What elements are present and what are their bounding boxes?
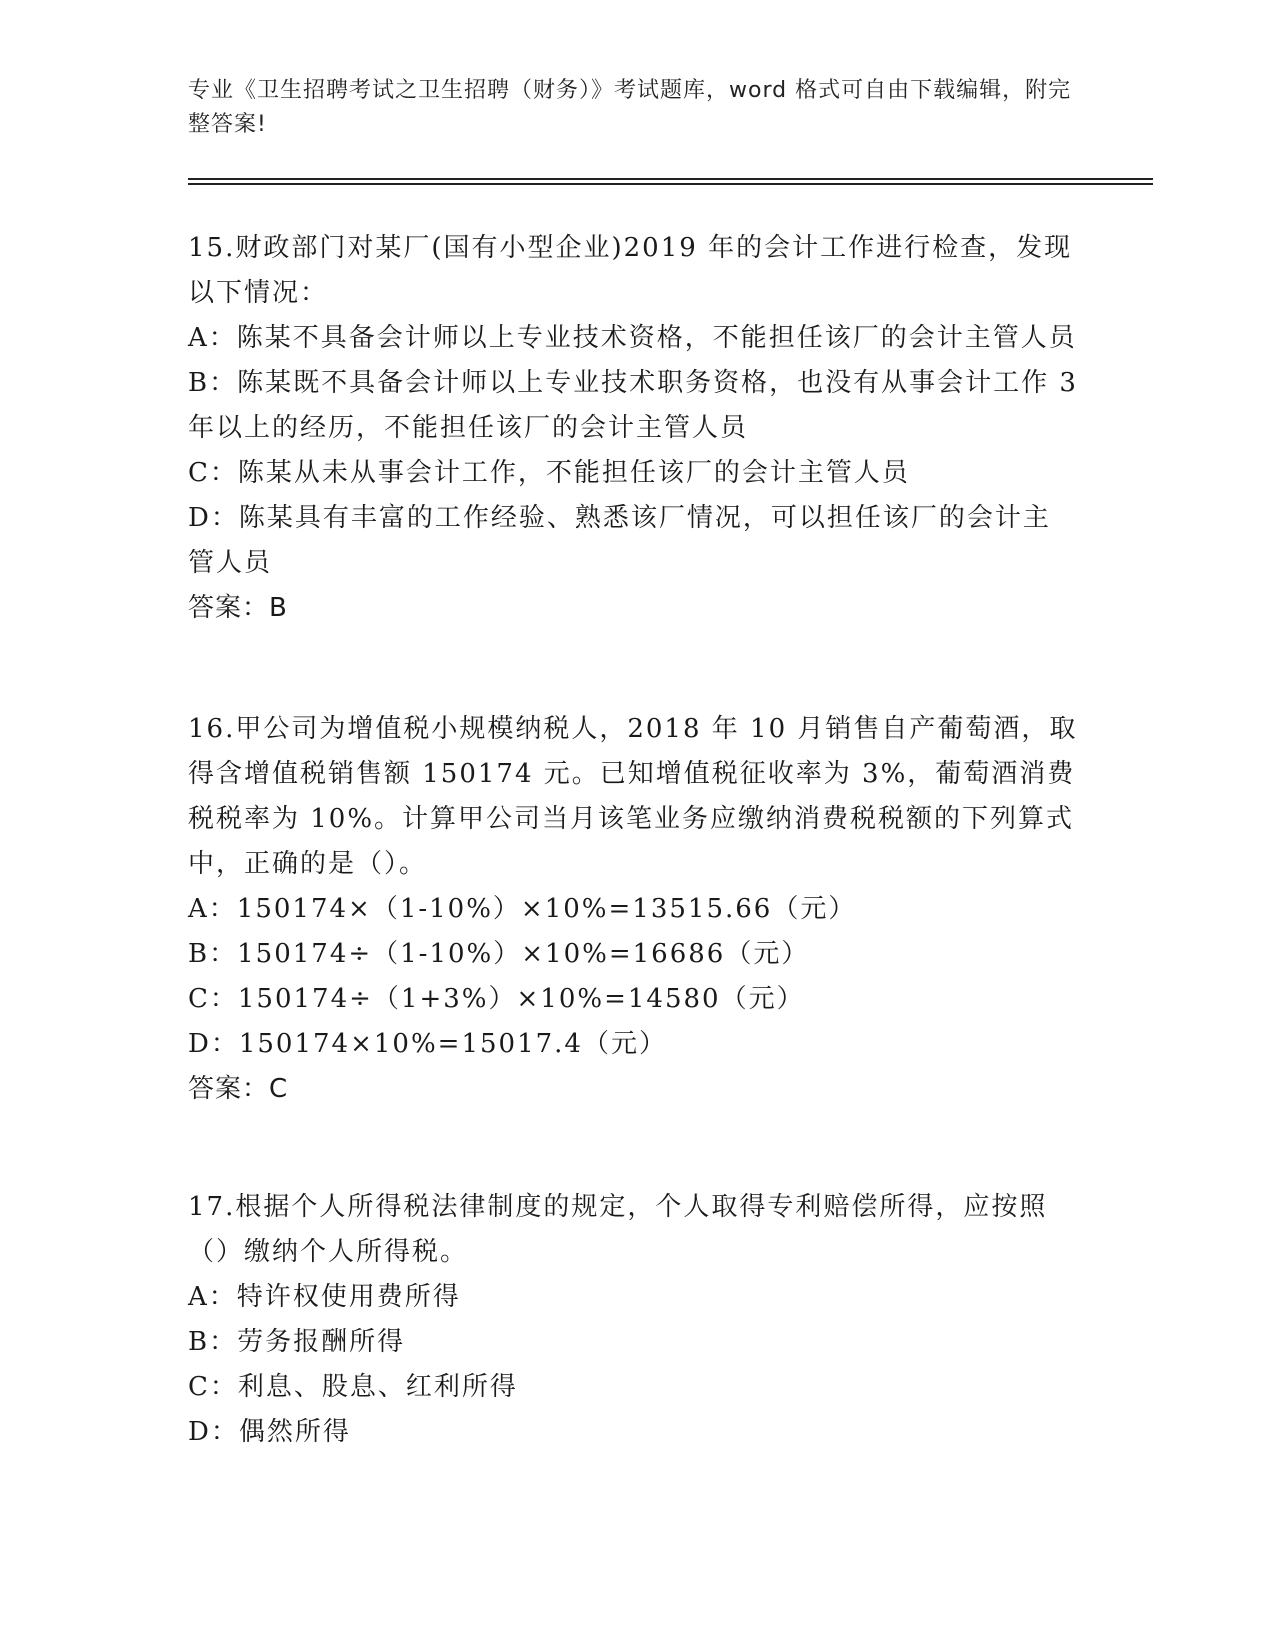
- question-16: [188, 707, 1078, 1112]
- option-c: C：利息、股息、红利所得: [188, 1372, 518, 1402]
- option-c: C：150174÷（1+3%）×10%=14580（元）: [188, 984, 805, 1014]
- option-a: A：陈某不具备会计师以上专业技术资格，不能担任该厂的会计主管人员: [188, 323, 1077, 353]
- option-a: A：特许权使用费所得: [188, 1282, 461, 1312]
- option-d: D：偶然所得: [188, 1417, 351, 1447]
- question-stem: 16.甲公司为增值税小规模纳税人，2018 年 10 月销售自产葡萄酒，取得含增值税销售额 150174 元。已知增值税征收率为 3%，葡萄酒消费税税率为 10%。计算甲公司当月该笔业务应缴纳消费税税额的下列算式中，正确的是（）。: [188, 714, 1078, 879]
- document-header-text: 专业《卫生招聘考试之卫生招聘（财务）》考试题库，word 格式可自由下载编辑，附完整答案!: [188, 78, 1072, 137]
- header-divider: [188, 178, 1153, 185]
- option-d: D：陈某具有丰富的工作经验、熟悉该厂情况，可以担任该厂的会计主管人员: [188, 503, 1051, 578]
- option-b: B：150174÷（1-10%）×10%=16686（元）: [188, 939, 810, 969]
- option-b: B：陈某既不具备会计师以上专业技术职务资格，也没有从事会计工作 3 年以上的经历，不能担任该厂的会计主管人员: [188, 368, 1078, 443]
- answer-label: 答案：B: [188, 593, 288, 623]
- option-b: B：劳务报酬所得: [188, 1327, 406, 1357]
- question-stem: 17.根据个人所得税法律制度的规定，个人取得专利赔偿所得，应按照（）缴纳个人所得税。: [188, 1192, 1048, 1267]
- question-15: [188, 226, 1078, 631]
- answer-label: 答案：C: [188, 1074, 289, 1104]
- option-a: A：150174×（1-10%）×10%=13515.66（元）: [188, 894, 857, 924]
- option-c: C：陈某从未从事会计工作，不能担任该厂的会计主管人员: [188, 458, 910, 488]
- option-d: D：150174×10%=15017.4（元）: [188, 1029, 667, 1059]
- question-stem: 15.财政部门对某厂(国有小型企业)2019 年的会计工作进行检查，发现以下情况：: [188, 233, 1073, 308]
- question-17: [188, 1185, 1078, 1455]
